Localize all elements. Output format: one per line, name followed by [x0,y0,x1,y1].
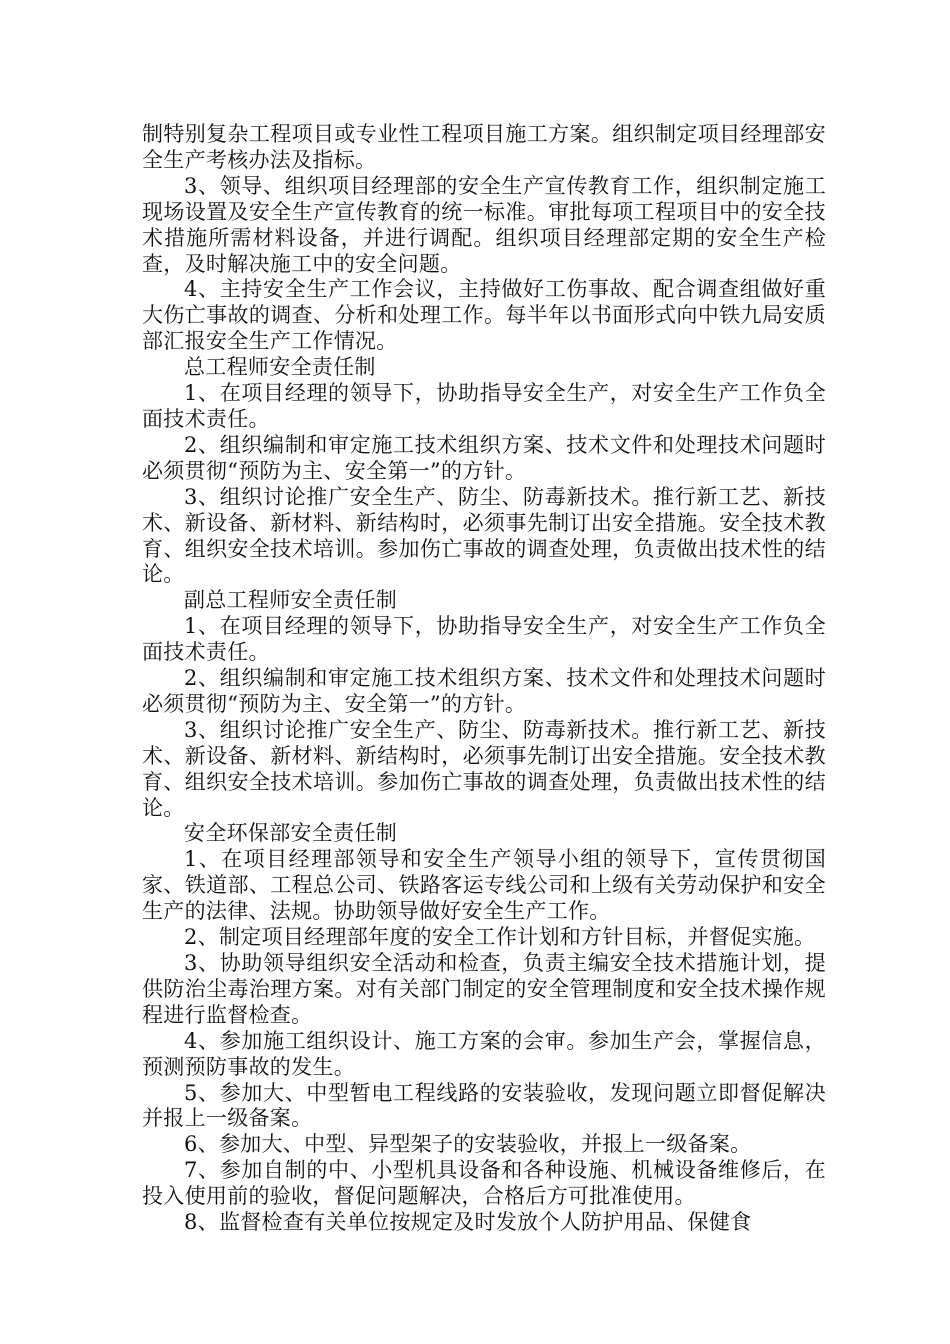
paragraph: 2、组织编制和审定施工技术组织方案、技术文件和处理技术问题时必须贯彻“预防为主、安全第一”的方针。 [142,666,826,716]
document-page [142,122,826,1236]
paragraph: 4、主持安全生产工作会议，主持做好工伤事故、配合调查组做好重大伤亡事故的调查、分析和处理工作。每半年以书面形式向中铁九局安质部汇报安全生产工作情况。 [142,277,826,354]
paragraph: 8、监督检查有关单位按规定及时发放个人防护用品、保健食 [184,1210,752,1235]
paragraph: 3、领导、组织项目经理部的安全生产宣传教育工作，组织制定施工现场设置及安全生产宣传教育的统一标准。审批每项工程项目中的安全技术措施所需材料设备，并进行调配。组织项目经理部定期的安全生产检查，及时解决施工中的安全问题。 [142,173,826,276]
paragraph: 5、参加大、中型暂电工程线路的安装验收，发现问题立即督促解决并报上一级备案。 [142,1080,826,1131]
paragraph: 1、在项目经理的领导下，协助指导安全生产，对安全生产工作负全面技术责任。 [142,614,826,665]
paragraph: 2、组织编制和审定施工技术组织方案、技术文件和处理技术问题时必须贯彻“预防为主、安全第一”的方针。 [142,432,826,483]
section-heading: 副总工程师安全责任制 [184,588,397,613]
paragraph: 3、协助领导组织安全活动和检查，负责主编安全技术措施计划，提供防治尘毒治理方案。对有关部门制定的安全管理制度和安全技术操作规程进行监督检查。 [142,951,826,1027]
paragraph: 1、在项目经理部领导和安全生产领导小组的领导下，宣传贯彻国家、铁道部、工程总公司、铁路客运专线公司和上级有关劳动保护和安全生产的法律、法规。协助领导做好安全生产工作。 [142,847,826,924]
paragraph: 6、参加大、中型、异型架子的安装验收，并报上一级备案。 [184,1132,752,1157]
paragraph: 3、组织讨论推广安全生产、防尘、防毒新技术。推行新工艺、新技术、新设备、新材料、新结构时，必须事先制订出安全措施。安全技术教育、组织安全技术培训。参加伤亡事故的调查处理，负责做出技术性的结论。 [142,717,826,820]
paragraph: 7、参加自制的中、小型机具设备和各种设施、机械设备维修后，在投入使用前的验收，督促问题解决，合格后方可批准使用。 [142,1158,826,1209]
section-heading: 总工程师安全责任制 [184,355,376,380]
paragraph: 2、制定项目经理部年度的安全工作计划和方针目标，并督促实施。 [184,925,816,950]
paragraph: 3、组织讨论推广安全生产、防尘、防毒新技术。推行新工艺、新技术、新设备、新材料、新结构时，必须事先制订出安全措施。安全技术教育、组织安全技术培训。参加伤亡事故的调查处理，负责做出技术性的结论。 [142,484,826,587]
paragraph: 制特别复杂工程项目或专业性工程项目施工方案。组织制定项目经理部安全生产考核办法及指标。 [142,122,826,172]
section-heading: 安全环保部安全责任制 [184,821,397,846]
paragraph: 4、参加施工组织设计、施工方案的会审。参加生产会，掌握信息，预测预防事故的发生。 [142,1028,826,1079]
paragraph: 1、在项目经理的领导下，协助指导安全生产，对安全生产工作负全面技术责任。 [142,381,826,431]
